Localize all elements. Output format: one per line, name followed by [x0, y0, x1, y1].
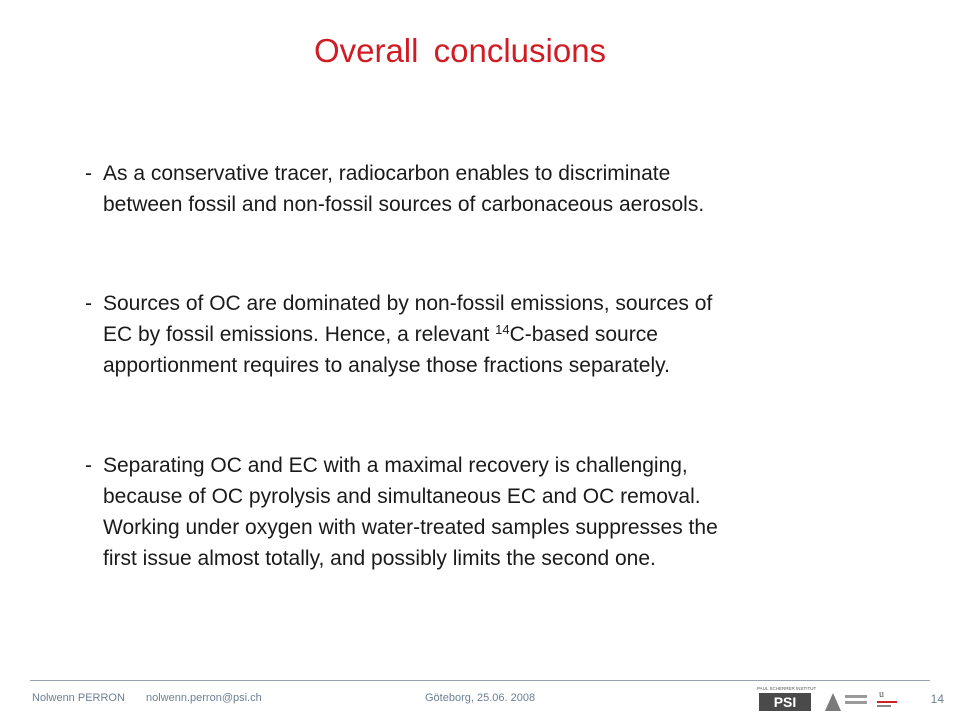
footer-divider: [30, 680, 930, 681]
psi-caption: PAUL SCHERRER INSTITUT: [757, 686, 817, 691]
bullet-line: Sources of OC are dominated by non-fossil emissions, sources of: [103, 292, 713, 315]
lab-logo-line: [845, 701, 867, 704]
bullet-line: Separating OC and EC with a maximal recovery is challenging,: [103, 454, 688, 477]
psi-logo-text: PSI: [773, 694, 797, 710]
bullet-line-text: EC by fossil emissions. Hence, a relevant: [103, 323, 496, 346]
institution-logos-icon: [755, 683, 915, 715]
bullet-item-1: [85, 158, 915, 220]
footer-logos: [755, 683, 915, 715]
isotope-text: C-based source: [509, 323, 658, 346]
footer-place-date: Göteborg, 25.06. 2008: [425, 692, 536, 704]
bullet-item-3: [85, 450, 915, 574]
bullet-line: apportionment requires to analyse those fractions separately.: [103, 354, 670, 377]
footer-email: nolwenn.perron@psi.ch: [146, 692, 262, 704]
university-logo-bar: [877, 701, 897, 703]
bullet-dash: -: [85, 292, 92, 315]
bullet-line: between fossil and non-fossil sources of carbonaceous aerosols.: [103, 193, 705, 216]
lab-logo-icon: [825, 693, 841, 711]
bullet-dash: -: [85, 162, 92, 185]
isotope-superscript: 14: [495, 322, 510, 337]
lab-logo-line: [845, 695, 867, 698]
bullet-dash: -: [85, 454, 92, 477]
bullet-line: Working under oxygen with water-treated samples suppresses the: [103, 516, 718, 539]
bullet-item-2: [85, 288, 915, 381]
university-logo-icon: u: [879, 689, 884, 700]
bullet-line: because of OC pyrolysis and simultaneous EC and OC removal.: [103, 485, 701, 508]
slide-title: Overall conclusions: [313, 32, 607, 69]
bullet-line-with-isotope: [103, 319, 915, 350]
footer-author: Nolwenn PERRON: [32, 692, 125, 704]
bullet-line: As a conservative tracer, radiocarbon enables to discriminate: [103, 162, 671, 185]
university-logo-bar: [877, 705, 891, 707]
page-number: 14: [930, 692, 944, 706]
bullet-line: first issue almost totally, and possibly limits the second one.: [103, 547, 656, 570]
